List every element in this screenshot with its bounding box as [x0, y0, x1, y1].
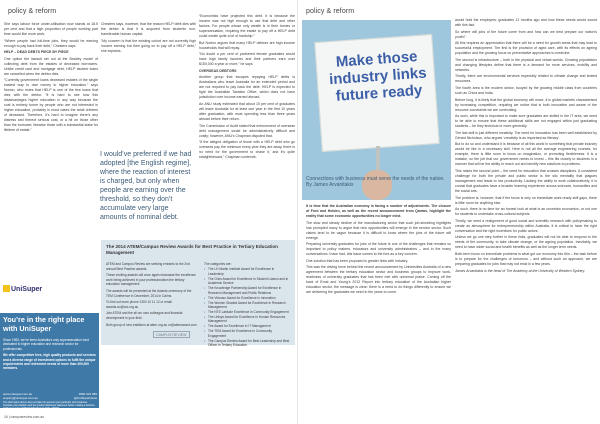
paragraph: “Currently government loans deceased estates of the single easiest way to owe money to higher education,” says Norton, who notes that HELP is one of the few loans that dies with the debtor. “It is hard to see how this disadvantages higher education in any way because the cost is entirely borne by people who are not interested in higher education, probably in most cases the adult children of deceased. Therefore, it’s hard to imagine there’s any distress and thereof serious cost, or a hit on those other than the borrower, likewise those with a substantial stake for lifetime of estate.”	[4, 78, 98, 133]
phone-number[interactable]: 1800 331 685	[78, 392, 97, 396]
left-column-3	[199, 14, 295, 236]
left-column-2	[101, 22, 196, 146]
ad-disclaimer: The information above does not take into account your particular circumstances. Consider your situation and the product disclosure statement before making a decision. UniSuper Limited ABN 54 006 027 121 AFSL 235907.	[3, 401, 96, 410]
unisuper-ad[interactable]	[0, 280, 99, 408]
paragraph: But to do so and understand it is because of all this world in something that private industry would be like in a necessary skill. Here is not all the average engineering courses, for example, there is little room to focus on imagination, or promoting flexibleness. It is a mistake, so the job that our government needs to invest – this fits closely to students in a manner that will be the ability to reach out and identify new solutions to problems.	[455, 142, 597, 167]
paragraph: To find out more phone 1300 10 11 12 or email awards.au@arc.org.au	[106, 300, 172, 309]
paragraph: “If the alleged obligation of those with a HELP debt who go overseas pay the minimum every year they are away, there is no need for the government to chase it, and it’s quite straightforward,” Chapman contends.	[199, 140, 295, 160]
paragraph: As such, while this is important to make sure graduates are skilled in the IT area, we need to be able to ensure that these additional skills are not engaged within just graduating students – be they technical or more generally.	[455, 114, 597, 129]
social-handle[interactable]: @UniSuperNews	[73, 396, 97, 400]
category-item: ▪ The Knowledge Partnership Award for Excellence in Research Management and Public Relations	[204, 286, 290, 295]
paragraph: But Norton argues that many HELP debtors are high-income households that will repay.	[199, 40, 295, 50]
paragraph: This was the driving force behind the recent announcement by Universities Australia of a new agreement between the tertiary education sector and business groups to improve work-readiness of university graduates that has been met with universal praise. Coming off the back of Ernst and Young’s 2012 Report into tertiary education of the Australian higher education sector, the message is clear: there is a need to do things differently to ensure we are delivering the graduates we need in the years to come.	[306, 265, 451, 295]
paragraph: would hold the employers: graduates 12 months ago and how these needs would sound with this fact.	[455, 18, 597, 27]
category-item: ▪ The Award for Excellence in IT Management	[204, 324, 290, 328]
paragraph: “No doubt a per cent of partnered female graduates would have high family incomes and their partners earn over $150,000 a year or more,” he says.	[199, 52, 295, 67]
left-page	[0, 0, 298, 424]
paragraph: As such, there is no time for an honest look at what is an uncertain economics, or not one for students to undertake cross-cultural subjects.	[455, 207, 597, 217]
paragraph: Join ATEM and the all our own colleague and financial development in your field.	[106, 311, 183, 320]
paragraph: The second is infrastructure – both in the physical and virtual worlds. Growing populations and changing lifestyles define that there is a demand for more services, mobility and networks.	[455, 57, 597, 72]
paragraph: An ANU study estimated that about 15 per cent of graduates will leave Australia for at least one year in the first 10 years after graduation, with most spending less than three years abroad before their return.	[199, 101, 295, 121]
unisuper-logo-icon	[3, 285, 10, 292]
paragraph: “Economists have projected this debt. It is because the income was not high enough to use that debt and other factors. For people whose only wealth is in their homes or superannuation, requiring the estate to pay off a HELP debt could create quite a lot of hardship.”	[199, 14, 295, 38]
category-item: ▪ The NTE Latitude Excellence in Community Engagement	[204, 310, 290, 314]
deck-text: Connections with business must serve the needs of the nation.	[306, 176, 445, 182]
right-page-header: policy & reform	[306, 8, 355, 15]
section-heading: OVERSEAS DEBTORS	[199, 68, 237, 73]
category-item: ▪ The TEM Award for Excellence in Community Engagement	[204, 329, 290, 338]
deck-author: By James Arvanitakis	[306, 182, 354, 189]
hero-image	[302, 20, 451, 200]
email-link[interactable]: enquiry@unisuper.com.au	[3, 396, 38, 400]
paragraph: So where will jobs of the future come from and how can we best prepare our nation’s youth?	[455, 29, 597, 39]
pull-quote: I would’ve preferred if we had adopted [the English regime], where the reaction of interest is charged, but only when people are earning over the threshold, so they don’t accumulate very large amounts of nominal debt.	[100, 151, 192, 221]
paragraph: Another group that escapes repaying HELP debts is Australians who leave Australia for an extended period and are not required to pay back the debt. HELP is expected to fight the Australian Taxation Office, which does not have jurisdiction over income earned abroad.	[199, 75, 295, 100]
paragraph: ATEM and Campus Review are seeking entrants to the 2nd annual Best Practice awards.	[106, 262, 190, 271]
right-column-2	[455, 18, 597, 406]
paragraph: These exciting awards will once again showcase the excellence work being achieved in your professionalism the tertiary education management.	[106, 273, 196, 287]
awards-box	[101, 240, 295, 348]
paragraph: It is time that the Australian economy is facing a number of adjustments. The closure of Ford and Holden, as well as the recent announcement from Qantas, highlight the reality that some economic opportunities no longer exist.	[306, 204, 451, 218]
category-item: ▪ The Virtuoso Award for Excellence in Innovation	[204, 296, 290, 300]
paragraph: Thirdly, we need a realignment of good social and scientific research with policymaking to create an atmosphere for entrepreneurship within Australia. It is critical to have the right conversation and the right incentives for public actors.	[455, 218, 597, 233]
awards-body	[106, 262, 198, 329]
paragraph: The Commission of Audit stated that enforcement of overseas debt management would be administratively difficult and costly; however, ANU’s Chapman disputed that.	[199, 123, 295, 138]
paragraph: “Where people had full-time jobs, they would be earning enough to pay back their debt,” Chesters says.	[4, 38, 98, 48]
hero-headline: Make those industry links future ready	[328, 48, 428, 105]
paragraph: Chesters says, however, that the reason HELP debt dies with the debtor is that it is acquired from students non-transferable human capital.	[101, 22, 196, 36]
paragraph: Both group of new traditions at atem.org.au or@atemaward.com	[106, 322, 197, 327]
paragraph: Since 1983, we’ve been Australia’s only superannuation fund dedicated to higher education and research sector for professionals.	[3, 338, 89, 351]
paragraph: Preparing university graduates for jobs of the future is one of the challenges that remains so important to policy makers, educators and university administrators – and in the many conversations I have had, this issue comes to the fore as a key concern.	[306, 242, 451, 257]
left-page-footer: 16 | campusreview.com.au	[4, 415, 45, 419]
spacer	[306, 170, 307, 171]
category-item: ▪ The Women Shaded Award for Excellence in Research Management	[204, 301, 290, 310]
paragraph: The awards will be presented at the Awards ceremony of the TEM Conference in December, 2014 in Cairns.	[106, 288, 192, 298]
contact-row	[3, 396, 97, 400]
paragraph: The slow and steady decline of the manufacturing sector that such job-shedding highlights has prompted many to argue that new opportunities will emerge in the service sector. Such claims tend to be vague because it is difficult to know where the jobs of the future will emerge.	[306, 220, 451, 240]
paragraph: “My concern is that the existing cohort are not currently high income earning but then going on to pay off a HELP debt,” she explains.	[101, 38, 196, 53]
paragraph: Thirdly, there are environmental services especially related to climate change and limited resources.	[455, 74, 597, 84]
ad-logo-area	[0, 280, 99, 313]
awards-categories	[204, 262, 290, 348]
left-page-header: policy & reform	[8, 8, 57, 15]
paragraph: She says labour force under-utilisation now stands at 18.5 per cent and that a high proportion of people working part time would like more work.	[4, 22, 98, 36]
ad-body	[3, 338, 97, 373]
paragraph: The fourth area is the modern sector, buoyed by the growing middle class from countries such as China and India.	[455, 85, 597, 95]
campus-review-logo: CAMPUS REVIEW	[153, 331, 190, 338]
ad-contacts	[3, 392, 97, 410]
article-deck	[306, 176, 451, 188]
author-bio: James Arvanitakis is the head of The Academy at the University of Western Sydney.	[455, 268, 585, 273]
protest-sign	[314, 34, 439, 152]
paragraph: The problem is, however, that if the focus is only on immediate work-ready skill gaps, there is little room for anything else.	[455, 195, 597, 205]
categories-label: The categories are:	[204, 262, 232, 266]
category-item: ▪ The Chris Award for Excellence in Student Liaison and in Academic Service	[204, 277, 290, 286]
category-item: ▪ The Campus Review Award for Best Leadership and Best Officer in Tertiary Education	[204, 339, 290, 348]
paragraph: Unless we go one step further in these links, graduates will not be able to respond to the needs of the community, to take climate change, or the ageing population. Inevitably, we need to have wider social and health benefits as well as the longer term needs.	[455, 235, 597, 250]
paragraph: One option the lawsuit set out at the Bradley model of collecting debt from the estates of deceased borrowers. Unlike credit card and mortgage debt, HELP student loans are cancelled when the debtor dies.	[4, 56, 98, 76]
section-heading: HELP – DEAD DEBTS PIECE BY PIECE	[4, 50, 69, 55]
category-item: ▪ The Unisys Award for Excellence in Human Resources Management	[204, 315, 290, 324]
website-link[interactable]: www.unisuper.com.au	[3, 392, 33, 396]
left-column-1	[4, 22, 98, 270]
paragraph: One solution that has been proposed is greater links with industry.	[306, 258, 409, 263]
paragraph: Before long, it is likely that the global economy will move, it is global markets characterised by increasing competition, requiring we notice that is both innovative and aware of the resource constraints we are confronting.	[455, 97, 597, 112]
ad-headline: You’re in the right place with UniSuper	[3, 315, 85, 333]
paragraph: Both-term focus on immediate problems is what got our economy into this – the task before is to prepare for the challenges of tomorrow – and without such an approach, we are preparing graduates for jobs that may not exist in a few years.	[455, 251, 597, 266]
right-page	[302, 0, 600, 424]
right-column-1	[306, 204, 451, 408]
awards-title: The 2014 ATEM/Campus Review Awards for Best Practice in Tertiary Education Management	[106, 244, 278, 255]
paragraph: We offer competitive fees, high quality products and services and a diverse range of investment options to fulfil the unique requirements and retirement needs of more than 400,000 members.	[3, 353, 96, 371]
unisuper-logo: UniSuper	[3, 285, 42, 293]
category-item: ▪ The LH Martin Institute Award for Excellence in Leadership	[204, 267, 290, 276]
paragraph: All this requires an appreciation that there will be a need for growth areas that may lead to successful employment. The first is the provision of aged care, with its effects on ageing population and the growing focus on preventative approaches to medicine.	[455, 41, 597, 56]
paragraph: The last skill is just different creativity. The need for innovation has been well established by Gérard Nicholson, who argues ‘creativity is as important as literacy’.	[455, 130, 597, 140]
paragraph: This raises the second point – the need for education that crosses disciplines. A consistent challenge for both the private and public sector is the silo mentality that plagues management and leads to low productivity. Lacking the ability to work collaboratively, it is crucial that graduates have a broader learning experience across sciences, humanities and the social arts.	[455, 168, 597, 193]
